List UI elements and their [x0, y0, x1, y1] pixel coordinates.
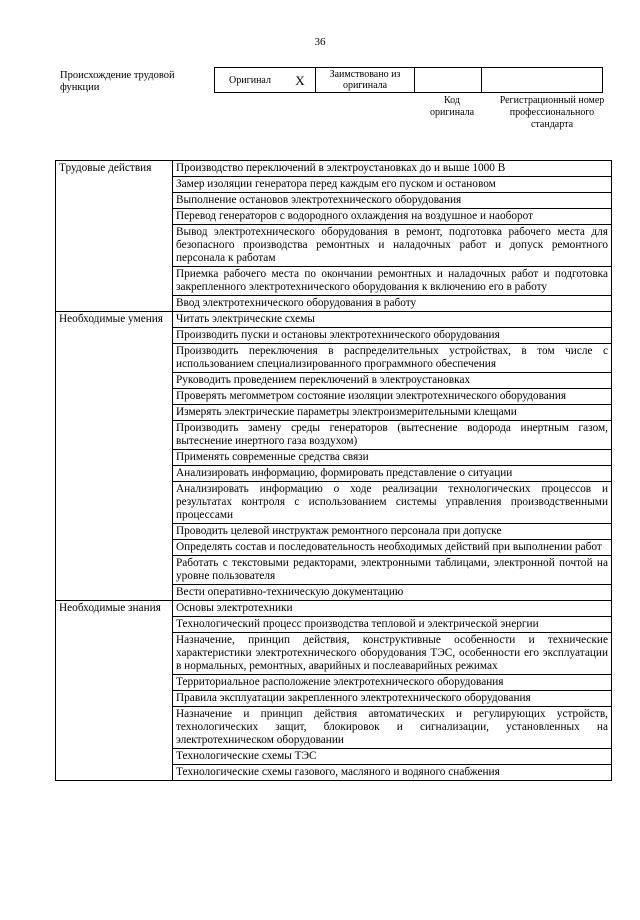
section-item: Замер изоляции генератора перед каждым его пуском и остановом: [173, 177, 612, 193]
section-item: Территориальное расположение электротехнического оборудования: [173, 675, 612, 691]
section-item: Производить пуски и остановы электротехнического оборудования: [173, 328, 612, 344]
table-row: [56, 312, 612, 328]
section-item: Приемка рабочего места по окончании ремонтных и наладочных работ и подготовка закрепленного электротехнического оборудования к включению его в работу: [173, 267, 612, 296]
table-row: [56, 601, 612, 617]
section-item: Читать электрические схемы: [173, 312, 612, 328]
origin-table: [214, 67, 603, 93]
section-item: Производить переключения в распределительных устройствах, в том числе с использованием специализированного программного обеспечения: [173, 344, 612, 373]
section-category: Необходимые умения: [56, 312, 173, 601]
section-item: Работать с текстовыми редакторами, электронными таблицами, электронной почтой на уровне пользователя: [173, 556, 612, 585]
section-item: Анализировать информацию, формировать представление о ситуации: [173, 466, 612, 482]
page-number: 36: [314, 36, 326, 48]
section-item: Технологические схемы газового, масляного и водяного снабжения: [173, 765, 612, 781]
section-item: Выполнение остановов электротехнического оборудования: [173, 193, 612, 209]
section-item: Применять современные средства связи: [173, 450, 612, 466]
reg-caption: Регистрационный номер профессионального стандарта: [499, 95, 605, 130]
borrowed-label: Заимствовано из оригинала: [316, 68, 415, 93]
original-mark: X: [285, 68, 316, 93]
section-item: Технологический процесс производства тепловой и электрической энергии: [173, 617, 612, 633]
section-item: Технологические схемы ТЭС: [173, 749, 612, 765]
section-item: Правила эксплуатации закрепленного электротехнического оборудования: [173, 691, 612, 707]
section-item: Проводить целевой инструктаж ремонтного персонала при допуске: [173, 524, 612, 540]
section-category: Необходимые знания: [56, 601, 173, 781]
section-item: Производить замену среды генераторов (вытеснение водорода инертным газом, вытеснение инертного газа воздухом): [173, 421, 612, 450]
section-item: Ввод электротехнического оборудования в работу: [173, 296, 612, 312]
section-category: Трудовые действия: [56, 161, 173, 312]
origin-label: Происхождение трудовой функции: [60, 70, 175, 93]
section-item: Измерять электрические параметры электроизмерительными клещами: [173, 405, 612, 421]
section-item: Определять состав и последовательность необходимых действий при выполнении работ: [173, 540, 612, 556]
section-item: Перевод генераторов с водородного охлаждения на воздушное и наоборот: [173, 209, 612, 225]
reg-number-cell: [482, 68, 603, 93]
labor-function-table: [55, 160, 612, 781]
section-item: Производство переключений в электроустановках до и выше 1000 В: [173, 161, 612, 177]
section-item: Проверять мегомметром состояние изоляции электротехнического оборудования: [173, 389, 612, 405]
code-cell: [415, 68, 482, 93]
section-item: Назначение, принцип действия, конструктивные особенности и технические характеристики электротехнического оборудования ТЭС, особенности его эксплуатации в нормальных, ремонтных, аварийных и послеаварийных режимах: [173, 633, 612, 675]
section-item: Основы электротехники: [173, 601, 612, 617]
section-item: Вывод электротехнического оборудования в ремонт, подготовка рабочего места для безопасного производства ремонтных и наладочных работ и допуск ремонтного персонала к работам: [173, 225, 612, 267]
section-item: Вести оперативно-техническую документацию: [173, 585, 612, 601]
original-label: Оригинал: [215, 68, 286, 93]
section-item: Анализировать информацию о ходе реализации технологических процессов и результатах контроля с использованием системы управления производственными процессами: [173, 482, 612, 524]
code-caption: Код оригинала: [429, 95, 475, 118]
table-row: [56, 161, 612, 177]
section-item: Руководить проведением переключений в электроустановках: [173, 373, 612, 389]
section-item: Назначение и принцип действия автоматических и регулирующих устройств, технологических защит, блокировок и сигнализации, установленных на электротехническом оборудовании: [173, 707, 612, 749]
